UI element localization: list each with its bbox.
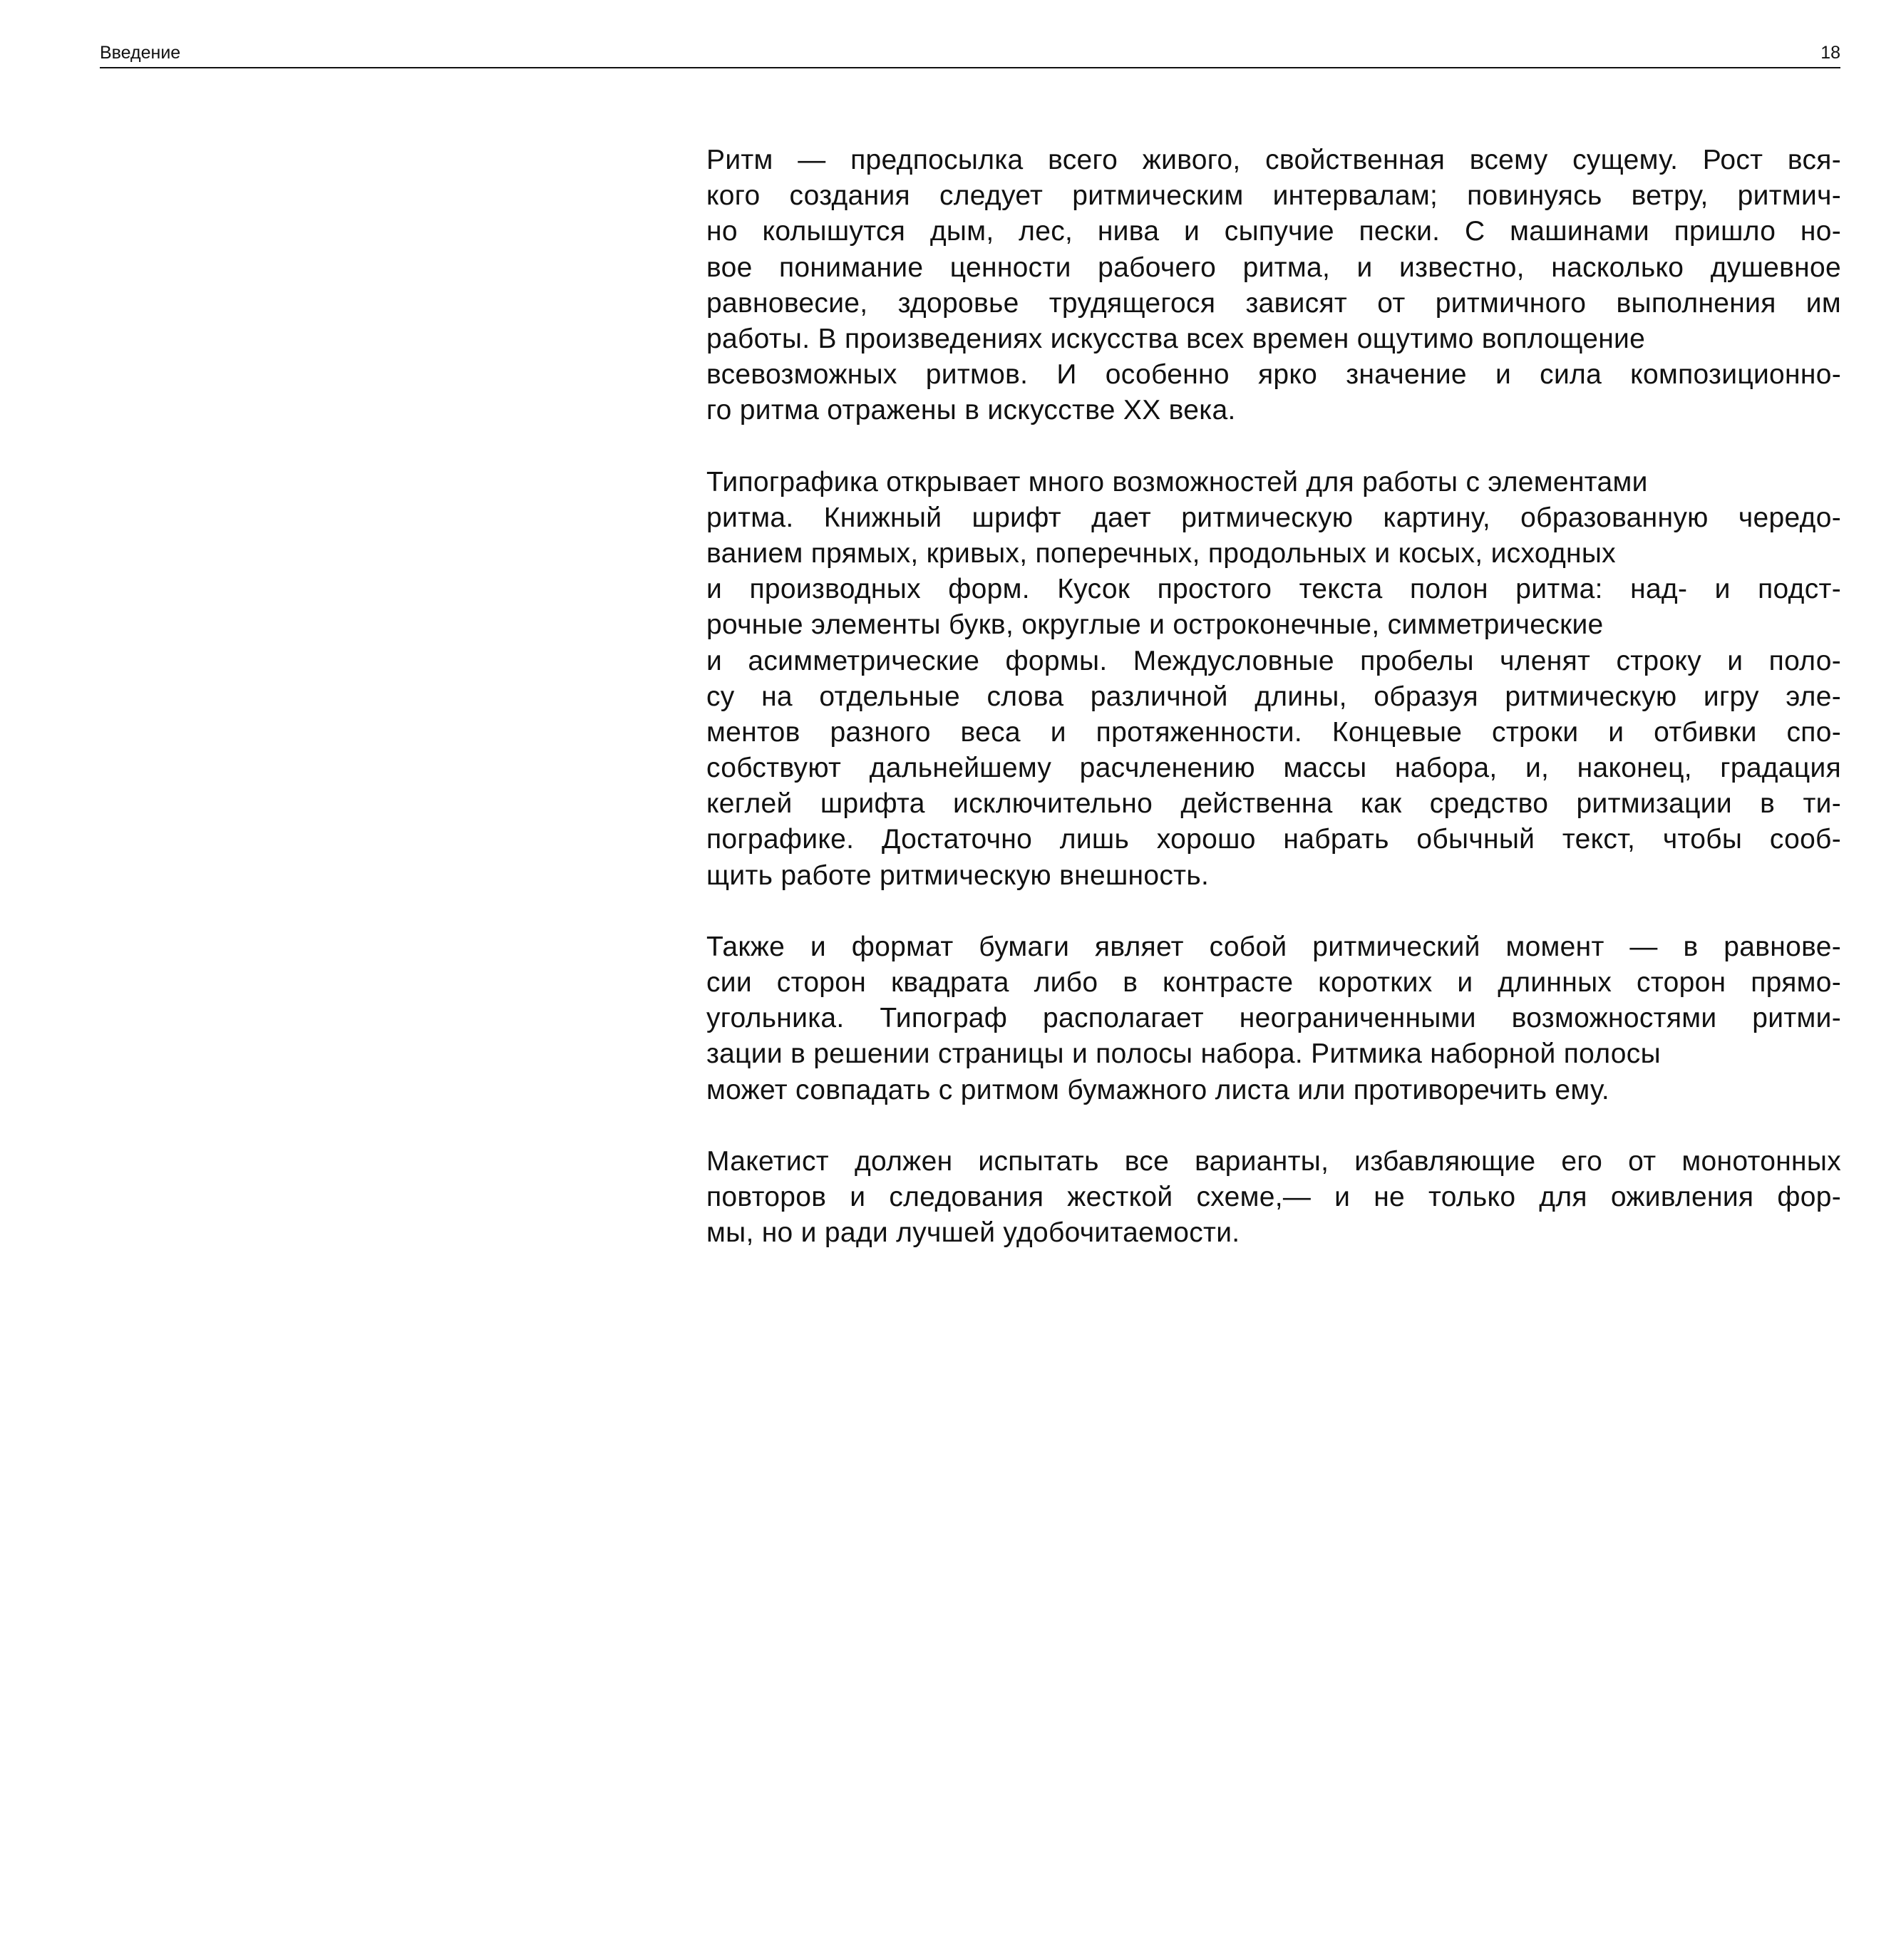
text-line: пографике. Достаточно лишь хорошо набрать обычный текст, чтобы сооб- [706, 824, 1841, 855]
text-line: работы. В произведениях искусства всех времен ощутимо воплощение [706, 323, 1646, 354]
text-line: зации в решении страницы и полосы набора. Ритмика наборной полосы [706, 1038, 1661, 1070]
text-line: собствуют дальнейшему расчленению массы набора, и, наконец, градация [706, 753, 1841, 784]
text-line: вое понимание ценности рабочего ритма, и известно, насколько душевное [706, 252, 1841, 283]
paragraph-rhythm-intro [706, 143, 1841, 429]
text-line: го ритма отражены в искусстве XX века. [706, 395, 1236, 426]
text-line: щить работе ритмическую внешность. [706, 860, 1210, 891]
text-line: кеглей шрифта исключительно действенна как средство ритмизации в ти- [706, 788, 1841, 820]
main-text-column [706, 143, 1841, 1251]
text-line: и асимметрические формы. Междусловные пробелы членят строку и поло- [706, 645, 1841, 676]
text-line: су на отдельные слова различной длины, образуя ритмическую игру эле- [706, 681, 1841, 712]
text-line: Ритм — предпосылка всего живого, свойственная всему сущему. Рост вся- [706, 145, 1841, 175]
text-line: кого создания следует ритмическим интервалам; повинуясь ветру, ритмич- [706, 180, 1841, 212]
text-line: мы, но и ради лучшей удобочитаемости. [706, 1217, 1240, 1249]
text-line: рочные элементы букв, округлые и остроконечные, симметрические [706, 609, 1604, 641]
text-line: может совпадать с ритмом бумажного листа или противоречить ему. [706, 1074, 1609, 1105]
text-line: Макетист должен испытать все варианты, избавляющие его от монотонных [706, 1145, 1841, 1177]
text-line: Типографика открывает много возможностей для работы с элементами [706, 466, 1648, 497]
text-line: ритма. Книжный шрифт дает ритмическую картину, образованную чередо- [706, 502, 1841, 533]
text-line: и производных форм. Кусок простого текста полон ритма: над- и подст- [706, 574, 1841, 605]
paragraph-layout-artist [706, 1144, 1841, 1252]
section-title: Введение [100, 43, 181, 63]
text-line: угольника. Типограф располагает неограниченными возможностями ритми- [706, 1003, 1841, 1034]
text-line: Также и формат бумаги являет собой ритмический момент — в равнове- [706, 931, 1841, 962]
text-line: ванием прямых, кривых, поперечных, продольных и косых, исходных [706, 537, 1616, 569]
text-line: всевозможных ритмов. И особенно ярко значение и сила композиционно- [706, 359, 1841, 391]
paragraph-spacer [706, 894, 1841, 929]
text-line: но колышутся дым, лес, нива и сыпучие пески. С машинами пришло но- [706, 216, 1841, 247]
text-line: равновесие, здоровье трудящегося зависят от ритмичного выполнения им [706, 287, 1841, 319]
page-number: 18 [1820, 43, 1840, 63]
text-line: сии сторон квадрата либо в контрасте коротких и длинных сторон прямо- [706, 967, 1841, 999]
paragraph-typography-rhythm [706, 465, 1841, 894]
running-header [100, 41, 1840, 68]
paragraph-spacer [706, 429, 1841, 465]
paragraph-paper-format [706, 929, 1841, 1108]
text-line: повторов и следования жесткой схеме,— и не только для оживления фор- [706, 1182, 1841, 1212]
text-line: ментов разного веса и протяженности. Концевые строки и отбивки спо- [706, 716, 1841, 748]
paragraph-spacer [706, 1108, 1841, 1144]
